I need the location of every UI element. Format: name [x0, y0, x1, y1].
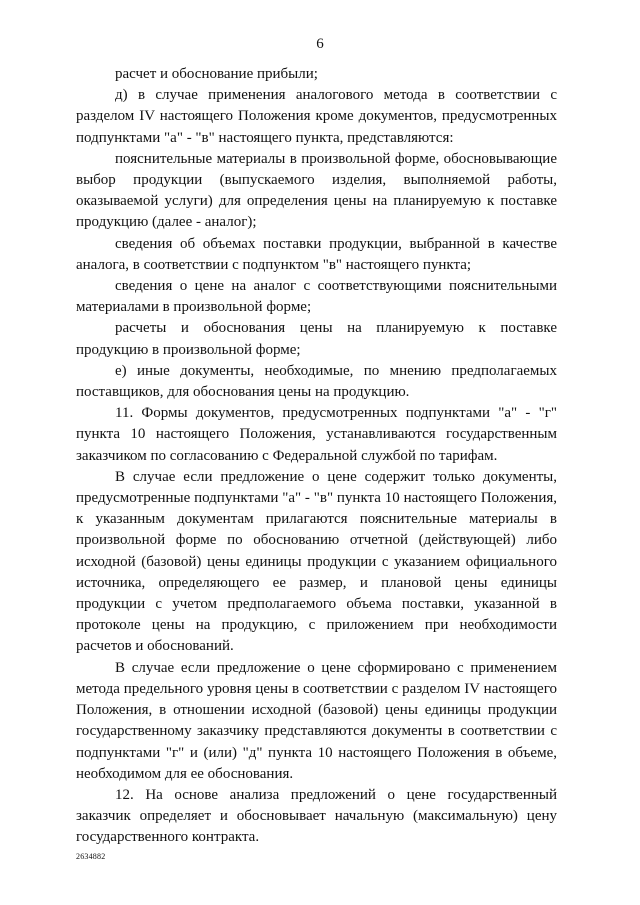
paragraph-price-limit-method: В случае если предложение о цене сформировано с применением метода предельного уровня цены в соответствии с разделом IV настоящего Положения, в отношении исходной (базовой) цены единицы продукции государственному заказчику представляются документы в соответствии с подпунктами "г" и (или) "д" пункта 10 настоящего Положения в объеме, необходимом для ее обоснования.	[76, 659, 557, 782]
paragraph-item-11: 11. Формы документов, предусмотренных подпунктами "а" - "г" пункта 10 настоящего Положения, устанавливаются государственным заказчиком по согласованию с Федеральной службой по тарифам.	[76, 405, 557, 464]
document-body	[76, 64, 557, 849]
paragraph-subitem-d: д) в случае применения аналогового метода в соответствии с разделом IV настоящего Положения кроме документов, предусмотренных подпунктами "а" - "в" настоящего пункта, представляются:	[76, 87, 557, 146]
paragraph-subitem-e: е) иные документы, необходимые, по мнению предполагаемых поставщиков, для обоснования цены на продукцию.	[76, 362, 557, 401]
paragraph-analog-price: сведения о цене на аналог с соответствующими пояснительными материалами в произвольной форме;	[76, 278, 557, 316]
paragraph-delivery-volumes: сведения об объемах поставки продукции, выбранной в качестве аналога, в соответствии с подпунктом "в" настоящего пункта;	[76, 235, 557, 273]
paragraph-price-offer-documents: В случае если предложение о цене содержит только документы, предусмотренные подпунктами "а" - "в" пункта 10 настоящего Положения, к указанным документам прилагаются пояснительные материалы в произвольной форме по обоснованию отчетной (действующей) либо исходной (базовой) цены единицы продукции с указанием официального источника, определяющего ее размер, и плановой цены единицы продукции с учетом предполагаемого объема поставки, указанной в протоколе цены на продукцию, с приложением при необходимости расчетов и обоснований.	[76, 468, 557, 655]
paragraph-explanatory-materials: пояснительные материалы в произвольной форме, обосновывающие выбор продукции (выпускаемого изделия, выполняемой работы, оказываемой услуги) для определения цены на планируемую к поставке продукцию (далее - аналог);	[76, 150, 557, 231]
document-code: 2634882	[76, 852, 106, 861]
paragraph-item-12: 12. На основе анализа предложений о цене государственный заказчик определяет и обосновывает начальную (максимальную) цену государственного контракта.	[76, 786, 557, 846]
page-number: 6	[316, 36, 324, 52]
paragraph-price-calculations: расчеты и обоснования цены на планируемую к поставке продукцию в произвольной форме;	[76, 320, 557, 358]
paragraph-profit-calculation: расчет и обоснование прибыли;	[115, 66, 318, 82]
